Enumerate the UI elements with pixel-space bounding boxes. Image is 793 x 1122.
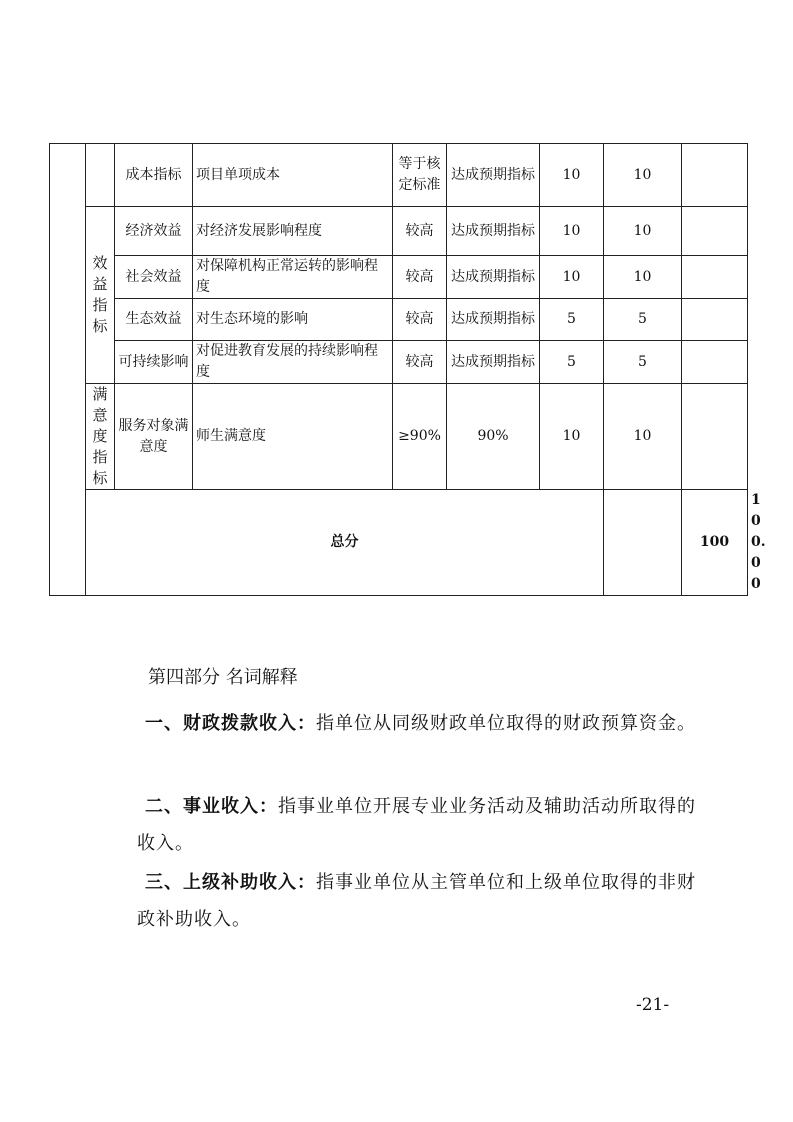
score-cell: 10 [604,384,682,490]
target-cell: 较高 [393,299,447,341]
target-cell: ≥90% [393,384,447,490]
score-cell: 10 [604,144,682,207]
score-cell: 5 [604,299,682,341]
definition-term: 二、事业收入： [145,796,278,817]
performance-table [49,143,766,596]
indicator-cell: 项目单项成本 [193,144,393,207]
category-cell: 生态效益 [115,299,193,341]
group-benefit-cell: 效益指标 [86,207,115,384]
empty-cell [604,490,682,596]
score-cell: 5 [604,341,682,384]
table-row [50,299,748,341]
target-cell: 较高 [393,207,447,256]
definition-term: 一、财政拨款收入： [145,713,316,734]
note-cell [682,207,748,256]
note-cell [682,299,748,341]
indicator-cell: 对生态环境的影响 [193,299,393,341]
completion-cell: 达成预期指标 [447,256,540,299]
weight-cell: 10 [540,384,604,490]
completion-cell: 达成预期指标 [447,299,540,341]
definition-paragraph [137,705,697,742]
weight-cell: 5 [540,341,604,384]
table-row [50,341,748,384]
indicator-cell: 师生满意度 [193,384,393,490]
total-weight: 100 [682,490,748,596]
weight-cell: 5 [540,299,604,341]
note-cell [682,384,748,490]
completion-cell: 达成预期指标 [447,207,540,256]
table-row [50,384,748,490]
category-cell: 社会效益 [115,256,193,299]
definition-text: 指事业单位开展专业业务活动及辅助活动所取得的收入。 [137,796,696,854]
completion-cell: 达成预期指标 [447,144,540,207]
table-row [50,144,748,207]
definition-paragraph [137,788,697,862]
completion-cell: 达成预期指标 [447,341,540,384]
weight-cell: 10 [540,207,604,256]
group-satisfaction-cell: 满意度指标 [86,384,115,490]
total-row: 总分 100 100.00 [50,490,748,596]
weight-cell: 10 [540,144,604,207]
empty-cell [86,144,115,207]
indicator-cell: 对促进教育发展的持续影响程度 [193,341,393,384]
note-cell [682,144,748,207]
table-row [50,207,748,256]
total-label: 总分 [86,490,604,596]
score-cell: 10 [604,256,682,299]
table-row [50,256,748,299]
target-cell: 较高 [393,341,447,384]
definition-text: 指单位从同级财政单位取得的财政预算资金。 [316,713,696,734]
category-cell: 成本指标 [115,144,193,207]
definition-text: 指事业单位从主管单位和上级单位取得的非财政补助收入。 [137,872,696,930]
note-cell [682,341,748,384]
target-cell: 等于核定标准 [393,144,447,207]
empty-cell [50,144,86,596]
completion-cell: 90% [447,384,540,490]
page-number: -21- [636,995,670,1015]
definition-term: 三、上级补助收入： [145,872,316,893]
indicator-cell: 对经济发展影响程度 [193,207,393,256]
category-cell: 可持续影响 [115,341,193,384]
definition-paragraph [137,864,697,938]
section-title: 第四部分 名词解释 [148,667,298,688]
indicator-cell: 对保障机构正常运转的影响程度 [193,256,393,299]
category-cell: 服务对象满意度 [115,384,193,490]
category-cell: 经济效益 [115,207,193,256]
target-cell: 较高 [393,256,447,299]
score-cell: 10 [604,207,682,256]
note-cell [682,256,748,299]
weight-cell: 10 [540,256,604,299]
